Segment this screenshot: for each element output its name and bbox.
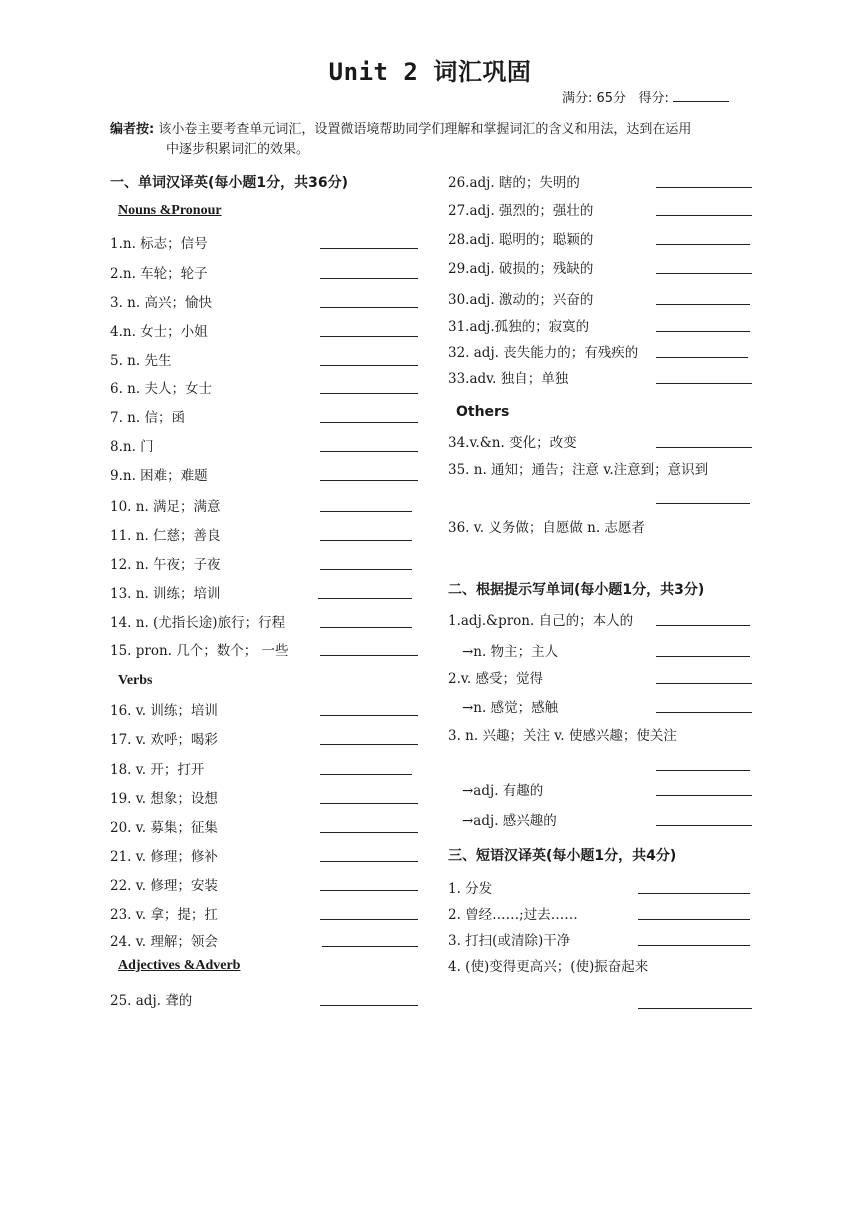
vocab-item-34: 34.v.&n. 变化；改变 (448, 435, 577, 451)
editor-note-label: 编者按: (110, 122, 155, 137)
answer-blank-2[interactable] (320, 278, 418, 279)
answer-blank-11[interactable] (320, 540, 412, 541)
hint-blank-3-adj2[interactable] (656, 825, 752, 826)
answer-blank-28[interactable] (656, 244, 750, 245)
vocab-item-8: 8.n. 门 (110, 439, 154, 455)
vocab-item-27: 27.adj. 强烈的；强壮的 (448, 203, 594, 219)
score-full: 满分: 65分 (562, 91, 627, 106)
answer-blank-29[interactable] (656, 273, 752, 274)
page-title: Unit 2 词汇巩固 (328, 58, 532, 86)
vocab-item-30: 30.adj. 激动的；兴奋的 (448, 292, 594, 308)
answer-blank-25[interactable] (320, 1005, 418, 1006)
phrase-blank-2[interactable] (638, 919, 750, 920)
answer-blank-8[interactable] (320, 451, 418, 452)
answer-blank-3[interactable] (320, 307, 418, 308)
vocab-item-19: 19. v. 想象；设想 (110, 791, 218, 807)
hint-blank-1-noun[interactable] (656, 656, 750, 657)
hint-item-1: 1.adj.&pron. 自己的；本人的 (448, 613, 634, 629)
phrase-blank-3[interactable] (638, 945, 750, 946)
hint-item-1-noun: →n. 物主；主人 (462, 644, 559, 660)
vocab-item-35: 35. n. 通知；通告；注意 v.注意到；意识到 (448, 462, 709, 478)
vocab-item-7: 7. n. 信；函 (110, 410, 185, 426)
answer-blank-17[interactable] (320, 744, 418, 745)
answer-blank-31[interactable] (656, 331, 750, 332)
vocab-item-20: 20. v. 募集；征集 (110, 820, 218, 836)
hint-item-3-adj1: →adj. 有趣的 (462, 783, 544, 799)
vocab-item-23: 23. v. 拿；提；扛 (110, 907, 218, 923)
answer-blank-35[interactable] (656, 503, 750, 504)
hint-blank-3[interactable] (656, 770, 750, 771)
hint-item-3: 3. n. 兴趣；关注 v. 使感兴趣；使关注 (448, 728, 677, 744)
editor-note-text-1: 该小卷主要考查单元词汇，设置微语境帮助同学们理解和掌握词汇的含义和用法，达到在运用 (158, 122, 692, 137)
vocab-item-17: 17. v. 欢呼；喝彩 (110, 732, 218, 748)
answer-blank-13[interactable] (318, 598, 412, 599)
hint-blank-1[interactable] (656, 625, 750, 626)
editor-note (110, 120, 750, 160)
answer-blank-15[interactable] (320, 655, 418, 656)
section1-title: 一、单词汉译英(每小题1分，共36分) (110, 175, 349, 191)
answer-blank-30[interactable] (656, 304, 750, 305)
answer-blank-12[interactable] (320, 569, 412, 570)
vocab-item-13: 13. n. 训练；培训 (110, 586, 221, 602)
answer-blank-10[interactable] (320, 511, 412, 512)
vocab-item-26: 26.adj. 瞎的；失明的 (448, 175, 580, 191)
phrase-item-1: 1. 分发 (448, 881, 493, 897)
vocab-item-33: 33.adv. 独自；单独 (448, 371, 569, 387)
vocab-item-14: 14. n. (尤指长途)旅行；行程 (110, 615, 286, 631)
hint-blank-3-adj1[interactable] (656, 795, 752, 796)
answer-blank-14[interactable] (320, 627, 412, 628)
vocab-item-4: 4.n. 女士；小姐 (110, 324, 208, 340)
vocab-item-10: 10. n. 满足；满意 (110, 499, 221, 515)
vocab-item-2: 2.n. 车轮；轮子 (110, 266, 208, 282)
answer-blank-33[interactable] (656, 383, 752, 384)
answer-blank-26[interactable] (656, 187, 752, 188)
hint-item-3-adj2: →adj. 感兴趣的 (462, 813, 557, 829)
answer-blank-9[interactable] (320, 480, 418, 481)
answer-blank-23[interactable] (320, 919, 418, 920)
phrase-item-4: 4. (使)变得更高兴；(使)振奋起来 (448, 959, 649, 975)
score-info (562, 87, 729, 106)
vocab-item-15: 15. pron. 几个；数个； 一些 (110, 643, 289, 659)
answer-blank-6[interactable] (320, 393, 418, 394)
vocab-item-11: 11. n. 仁慈；善良 (110, 528, 221, 544)
score-got-label: 得分: (638, 91, 669, 106)
answer-blank-7[interactable] (320, 422, 418, 423)
vocab-item-28: 28.adj. 聪明的；聪颖的 (448, 232, 594, 248)
phrase-blank-4[interactable] (638, 1008, 752, 1009)
answer-blank-16[interactable] (320, 715, 418, 716)
answer-blank-18[interactable] (320, 774, 412, 775)
section3-title: 三、短语汉译英(每小题1分，共4分) (448, 848, 677, 864)
vocab-item-29: 29.adj. 破损的；残缺的 (448, 261, 594, 277)
others-heading: Others (456, 404, 510, 420)
vocab-item-25: 25. adj. 聋的 (110, 993, 193, 1009)
vocab-item-12: 12. n. 午夜；子夜 (110, 557, 221, 573)
vocab-item-21: 21. v. 修理；修补 (110, 849, 218, 865)
vocab-item-3: 3. n. 高兴；愉快 (110, 295, 212, 311)
vocab-item-36: 36. v. 义务做；自愿做 n. 志愿者 (448, 520, 645, 536)
phrase-item-3: 3. 打扫(或清除)干净 (448, 933, 571, 949)
answer-blank-1[interactable] (320, 248, 418, 249)
answer-blank-34[interactable] (656, 447, 752, 448)
vocab-item-6: 6. n. 夫人；女士 (110, 381, 212, 397)
verbs-heading: Verbs (118, 673, 153, 688)
vocab-item-1: 1.n. 标志；信号 (110, 236, 208, 252)
vocab-item-18: 18. v. 开；打开 (110, 762, 205, 778)
answer-blank-32[interactable] (656, 357, 748, 358)
vocab-item-22: 22. v. 修理；安装 (110, 878, 218, 894)
vocab-item-31: 31.adj.孤独的；寂寞的 (448, 319, 590, 335)
vocab-item-32: 32. adj. 丧失能力的；有残疾的 (448, 345, 639, 361)
answer-blank-20[interactable] (320, 832, 418, 833)
answer-blank-24[interactable] (322, 946, 418, 947)
vocab-item-24: 24. v. 理解；领会 (110, 934, 218, 950)
answer-blank-22[interactable] (320, 890, 418, 891)
section2-title: 二、根据提示写单词(每小题1分，共3分) (448, 582, 705, 598)
hint-blank-2-noun[interactable] (656, 712, 752, 713)
answer-blank-19[interactable] (320, 803, 418, 804)
phrase-blank-1[interactable] (638, 893, 750, 894)
phrase-item-2: 2. 曾经……;过去…… (448, 907, 578, 923)
answer-blank-21[interactable] (320, 861, 418, 862)
hint-blank-2[interactable] (656, 683, 752, 684)
hint-item-2: 2.v. 感受；觉得 (448, 671, 543, 687)
hint-item-2-noun: →n. 感觉；感触 (462, 700, 559, 716)
score-blank[interactable] (673, 89, 729, 102)
vocab-item-5: 5. n. 先生 (110, 353, 172, 369)
answer-blank-27[interactable] (656, 215, 752, 216)
vocab-item-9: 9.n. 困难；难题 (110, 468, 208, 484)
adjectives-heading: Adjectives &Adverb (118, 958, 241, 973)
editor-note-text-2: 中逐步积累词汇的效果。 (166, 142, 310, 157)
answer-blank-4[interactable] (320, 336, 418, 337)
answer-blank-5[interactable] (320, 365, 418, 366)
nouns-heading: Nouns &Pronour (118, 203, 222, 218)
vocab-item-16: 16. v. 训练；培训 (110, 703, 218, 719)
